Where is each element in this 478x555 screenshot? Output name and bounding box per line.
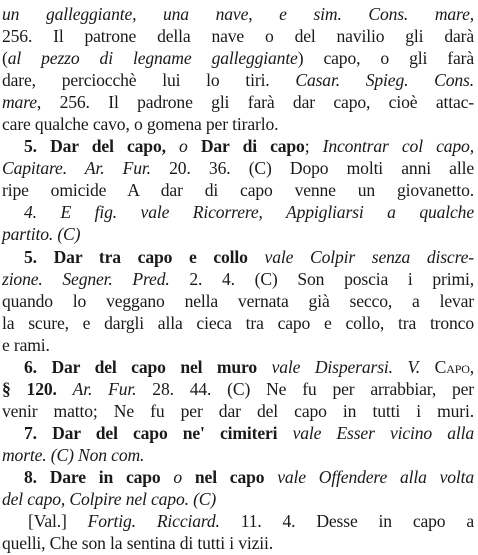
italic-segment: morte. (C) Non com. xyxy=(2,445,145,465)
italic-segment: vale Disperarsi. V. xyxy=(271,357,435,377)
text-segment: dare, perciocchè lui lo tiri. xyxy=(2,70,296,90)
text-line-17 xyxy=(24,355,474,379)
italic-segment: vale Offendere alla volta xyxy=(277,467,474,487)
italic-segment: Casar. Spieg. Cons. xyxy=(295,70,474,90)
text-line-4 xyxy=(2,68,474,92)
text-line-19 xyxy=(2,399,474,423)
bold-segment: 7. Dar del capo ne' cimiteri xyxy=(24,423,293,443)
text-line-9 xyxy=(2,178,474,202)
text-line-10 xyxy=(24,200,474,224)
text-segment: 256. Il patrone della nave o del navilio gli darà xyxy=(2,26,474,46)
text-segment: ( xyxy=(2,48,8,68)
text-segment: 2. 4. (C) Son poscia i primi, xyxy=(169,269,474,289)
text-segment: 11. 4. Desse in capo a xyxy=(219,511,475,531)
text-line-8 xyxy=(2,156,474,180)
text-segment: la scure, e dargli alla cieca tra capo e collo, tra tronco xyxy=(2,313,474,333)
text-line-23 xyxy=(2,487,474,511)
text-segment: ; xyxy=(304,136,323,156)
text-line-24 xyxy=(28,509,474,533)
text-line-18 xyxy=(2,377,474,401)
text-segment: , 256. Il padrone gli farà dar capo, cioè attac- xyxy=(36,92,474,112)
small-caps-segment: Capo, xyxy=(434,357,474,377)
text-line-2 xyxy=(2,24,474,48)
text-segment: e rami. xyxy=(2,335,50,355)
text-line-11 xyxy=(2,222,474,246)
italic-segment: Ar. Fur. xyxy=(72,379,137,399)
italic-segment: Incontrar col capo, xyxy=(322,136,474,156)
text-segment: ripe omicide A dar di capo venne un giovanetto. xyxy=(2,180,474,200)
text-segment: [Val.] xyxy=(28,511,88,531)
text-line-25 xyxy=(2,531,474,555)
italic-segment: o xyxy=(173,467,195,487)
text-line-7 xyxy=(24,134,474,158)
italic-segment: Capitare. Ar. Fur. xyxy=(2,158,151,178)
italic-segment: o xyxy=(179,136,201,156)
text-line-16 xyxy=(2,333,474,357)
text-line-5 xyxy=(2,90,474,114)
text-line-21 xyxy=(2,443,474,467)
text-segment: quando lo veggano nella vernata già secco, a levar xyxy=(2,291,474,311)
bold-segment: 8. Dare in capo xyxy=(24,467,174,487)
text-line-12 xyxy=(24,245,474,269)
text-segment: care qualche cavo, o gomena per tirarlo. xyxy=(2,114,279,134)
text-line-3 xyxy=(2,46,474,70)
text-line-14 xyxy=(2,289,474,313)
italic-segment: del capo, Colpire nel capo. (C) xyxy=(2,489,217,509)
italic-segment: 4. E fig. vale Ricorrere, Appigliarsi a qualche xyxy=(24,202,474,222)
italic-segment: zione. Segner. Pred. xyxy=(2,269,170,289)
text-line-6 xyxy=(2,112,474,136)
text-segment: 28. 44. (C) Ne fu per arrabbiar, per xyxy=(136,379,474,399)
text-segment: 20. 36. (C) Dopo molti anni alle xyxy=(150,158,474,178)
text-line-22 xyxy=(24,465,474,489)
text-line-13 xyxy=(2,267,474,291)
italic-segment: un galleggiante, una nave, e sim. Cons. mare, xyxy=(2,4,474,24)
bold-segment: 6. Dar del capo nel muro xyxy=(24,357,272,377)
italic-segment: vale Esser vicino alla xyxy=(292,423,474,443)
text-line-15 xyxy=(2,311,474,335)
italic-segment: mare xyxy=(2,92,37,112)
italic-segment: Fortig. Ricciard. xyxy=(87,511,220,531)
text-line-20 xyxy=(24,421,474,445)
bold-segment: 5. Dar tra capo e collo xyxy=(24,247,265,267)
bold-segment: 5. Dar del capo, xyxy=(24,136,180,156)
italic-segment: al pezzo di legname galleggiante xyxy=(7,48,298,68)
text-segment: ) capo, o gli farà xyxy=(297,48,474,68)
italic-segment: vale Colpir senza discre- xyxy=(264,247,475,267)
text-segment: venir matto; Ne fu per dar del capo in tutti i muri. xyxy=(2,401,474,421)
text-line-1 xyxy=(2,2,474,26)
bold-segment: § 120. xyxy=(2,379,73,399)
bold-segment: Dar di capo xyxy=(200,136,305,156)
italic-segment: partito. (C) xyxy=(2,224,81,244)
text-segment: quelli, Che son la sentina di tutti i vizii. xyxy=(2,533,273,553)
bold-segment: nel capo xyxy=(194,467,278,487)
